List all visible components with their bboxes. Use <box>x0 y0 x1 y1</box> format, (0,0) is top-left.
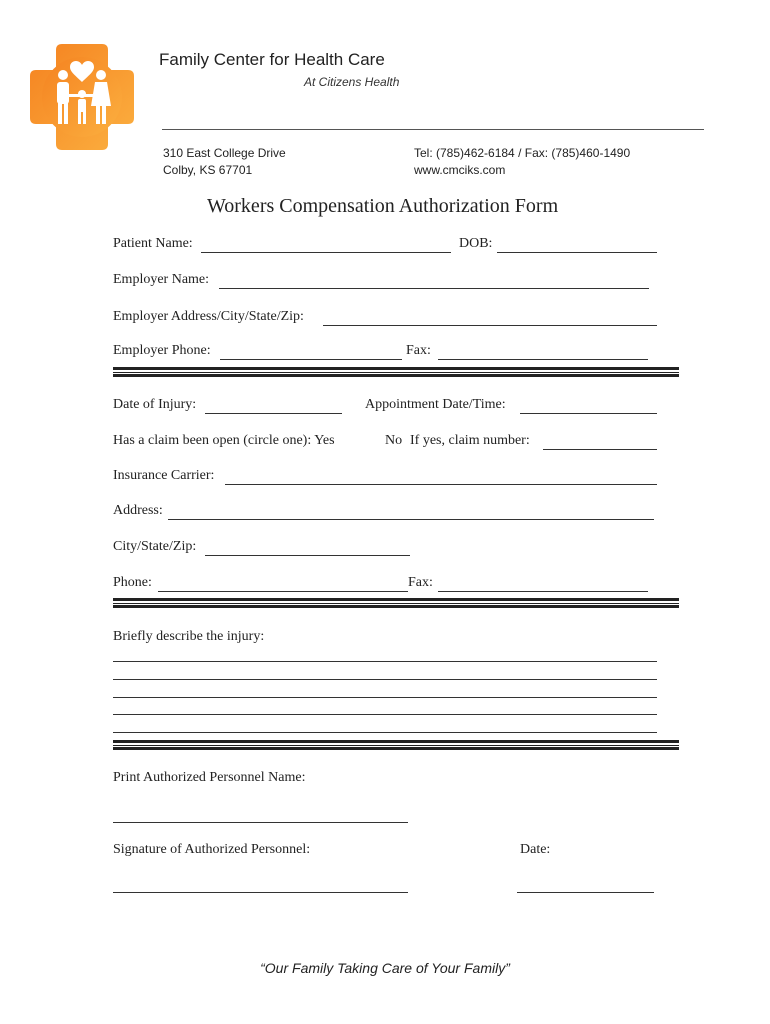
injury-description-line[interactable] <box>113 679 657 680</box>
insurance-phone-field[interactable] <box>158 591 408 592</box>
city-state-zip-field[interactable] <box>205 555 410 556</box>
employer-fax-label: Fax: <box>406 343 431 358</box>
print-name-label: Print Authorized Personnel Name: <box>113 770 306 785</box>
print-name-field[interactable] <box>113 822 408 823</box>
employer-name-label: Employer Name: <box>113 272 210 287</box>
employer-phone-label: Employer Phone: <box>113 343 211 358</box>
contact-phone-fax: Tel: (785)462-6184 / Fax: (785)460-1490 <box>414 146 631 160</box>
header-divider <box>162 129 704 130</box>
address-block <box>163 145 286 179</box>
signature-label: Signature of Authorized Personnel: <box>113 842 311 857</box>
signature-date-field[interactable] <box>517 892 654 893</box>
contact-block <box>414 145 630 179</box>
form-title: Workers Compensation Authorization Form <box>207 195 559 217</box>
claim-number-field[interactable] <box>543 449 657 450</box>
address-line-2: Colby, KS 67701 <box>163 163 253 177</box>
employer-address-label: Employer Address/City/State/Zip: <box>113 309 304 324</box>
employer-fax-field[interactable] <box>438 359 648 360</box>
patient-name-label: Patient Name: <box>113 236 193 251</box>
injury-description-line[interactable] <box>113 732 657 733</box>
patient-name-field[interactable] <box>201 252 451 253</box>
address-line-1: 310 East College Drive <box>163 146 286 160</box>
injury-description-line[interactable] <box>113 697 657 698</box>
insurance-carrier-field[interactable] <box>225 484 657 485</box>
employer-name-field[interactable] <box>219 288 649 289</box>
city-state-zip-label: City/State/Zip: <box>113 539 197 554</box>
injury-description-line[interactable] <box>113 661 657 662</box>
appointment-field[interactable] <box>520 413 657 414</box>
dob-field[interactable] <box>497 252 657 253</box>
org-name: Family Center for Health Care <box>159 50 385 69</box>
footer-motto: “Our Family Taking Care of Your Family” <box>260 960 510 976</box>
appointment-label: Appointment Date/Time: <box>365 397 506 412</box>
tagline: At Citizens Health <box>304 75 400 89</box>
insurance-fax-label: Fax: <box>408 575 433 590</box>
signature-date-label: Date: <box>520 842 551 857</box>
claim-open-label: Has a claim been open (circle one): Yes <box>113 433 335 448</box>
insurance-carrier-label: Insurance Carrier: <box>113 468 215 483</box>
insurance-address-field[interactable] <box>168 519 654 520</box>
date-of-injury-field[interactable] <box>205 413 342 414</box>
employer-address-field[interactable] <box>323 325 657 326</box>
family-cross-logo-icon <box>28 42 136 152</box>
date-of-injury-label: Date of Injury: <box>113 397 197 412</box>
contact-website: www.cmciks.com <box>414 163 506 177</box>
employer-phone-field[interactable] <box>220 359 402 360</box>
claim-no-option[interactable]: No <box>385 433 403 448</box>
signature-field[interactable] <box>113 892 408 893</box>
dob-label: DOB: <box>459 236 493 251</box>
insurance-fax-field[interactable] <box>438 591 648 592</box>
injury-description-label: Briefly describe the injury: <box>113 629 265 644</box>
injury-description-line[interactable] <box>113 714 657 715</box>
claim-number-label: If yes, claim number: <box>410 433 530 448</box>
insurance-phone-label: Phone: <box>113 575 152 590</box>
insurance-address-label: Address: <box>113 503 163 518</box>
